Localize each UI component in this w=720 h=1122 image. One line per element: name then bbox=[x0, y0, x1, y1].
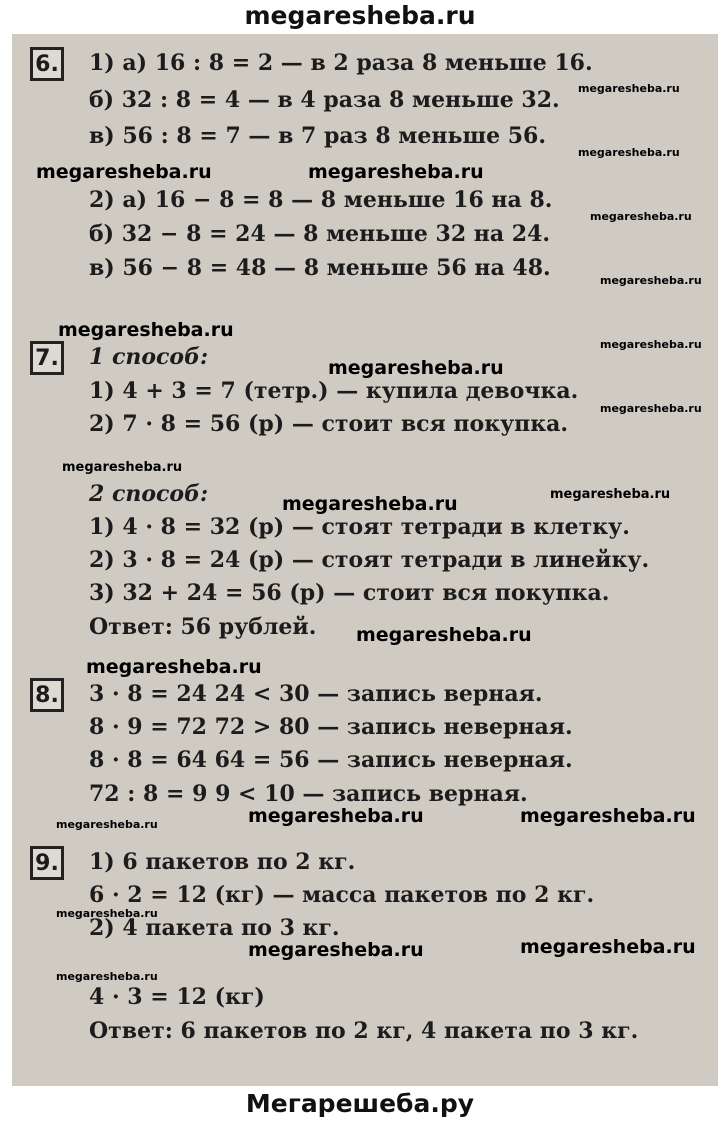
task-6-line-2: б) 32 : 8 = 4 — в 4 раза 8 меньше 32. bbox=[89, 87, 560, 113]
watermark: megaresheba.ru bbox=[600, 274, 702, 287]
watermark: megaresheba.ru bbox=[56, 970, 158, 983]
task-7-method-2-title: 2 способ: bbox=[89, 481, 209, 507]
watermark: megaresheba.ru bbox=[578, 82, 680, 95]
site-header[interactable]: megaresheba.ru bbox=[244, 1, 476, 30]
task-9-line-4: 4 · 3 = 12 (кг) bbox=[89, 984, 265, 1010]
task-9-answer: Ответ: 6 пакетов по 2 кг, 4 пакета по 3 кг. bbox=[89, 1018, 639, 1044]
watermark: megaresheba.ru bbox=[356, 624, 532, 646]
task-9-line-2: 6 · 2 = 12 (кг) — масса пакетов по 2 кг. bbox=[89, 882, 595, 908]
watermark: megaresheba.ru bbox=[308, 161, 484, 183]
task-7-line-3: 1) 4 · 8 = 32 (р) — стоят тетради в клетку. bbox=[89, 514, 630, 540]
task-7-line-1: 1) 4 + 3 = 7 (тетр.) — купила девочка. bbox=[89, 378, 579, 404]
task-6-line-6: в) 56 − 8 = 48 — 8 меньше 56 на 48. bbox=[89, 255, 551, 281]
textbook-page-scan bbox=[12, 34, 718, 1086]
task-8-line-4: 72 : 8 = 9 9 < 10 — запись верная. bbox=[89, 781, 528, 807]
task-6-line-4: 2) а) 16 − 8 = 8 — 8 меньше 16 на 8. bbox=[89, 187, 553, 213]
task-7-method-1-title: 1 способ: bbox=[89, 344, 209, 370]
watermark: megaresheba.ru bbox=[578, 146, 680, 159]
site-footer[interactable]: Мегарешеба.ру bbox=[245, 1089, 475, 1118]
watermark: megaresheba.ru bbox=[36, 161, 212, 183]
watermark: megaresheba.ru bbox=[248, 939, 424, 961]
watermark: megaresheba.ru bbox=[58, 319, 234, 341]
watermark: megaresheba.ru bbox=[248, 805, 424, 827]
task-7-line-2: 2) 7 · 8 = 56 (р) — стоит вся покупка. bbox=[89, 411, 569, 437]
task-7-line-5: 3) 32 + 24 = 56 (р) — стоит вся покупка. bbox=[89, 580, 610, 606]
task-8-line-1: 3 · 8 = 24 24 < 30 — запись верная. bbox=[89, 681, 543, 707]
task-6-number: 6. bbox=[30, 47, 64, 81]
task-7-line-4: 2) 3 · 8 = 24 (р) — стоят тетради в линейку. bbox=[89, 547, 650, 573]
watermark: megaresheba.ru bbox=[328, 357, 504, 379]
task-8-number: 8. bbox=[30, 678, 64, 712]
task-6-line-1: 1) а) 16 : 8 = 2 — в 2 раза 8 меньше 16. bbox=[89, 50, 593, 76]
task-7-answer: Ответ: 56 рублей. bbox=[89, 614, 317, 640]
task-8-line-3: 8 · 8 = 64 64 = 56 — запись неверная. bbox=[89, 747, 573, 773]
task-9-line-1: 1) 6 пакетов по 2 кг. bbox=[89, 849, 356, 875]
watermark: megaresheba.ru bbox=[550, 487, 671, 502]
watermark: megaresheba.ru bbox=[600, 402, 702, 415]
task-9-number: 9. bbox=[30, 846, 64, 880]
watermark: megaresheba.ru bbox=[520, 936, 696, 958]
watermark: megaresheba.ru bbox=[56, 818, 158, 831]
watermark: megaresheba.ru bbox=[590, 210, 692, 223]
task-7-number: 7. bbox=[30, 341, 64, 375]
task-8-line-2: 8 · 9 = 72 72 > 80 — запись неверная. bbox=[89, 714, 573, 740]
watermark: megaresheba.ru bbox=[282, 493, 458, 515]
watermark: megaresheba.ru bbox=[520, 805, 696, 827]
watermark: megaresheba.ru bbox=[62, 460, 183, 475]
watermark: megaresheba.ru bbox=[56, 907, 158, 920]
watermark: megaresheba.ru bbox=[600, 338, 702, 351]
task-6-line-3: в) 56 : 8 = 7 — в 7 раз 8 меньше 56. bbox=[89, 123, 547, 149]
task-6-line-5: б) 32 − 8 = 24 — 8 меньше 32 на 24. bbox=[89, 221, 551, 247]
task-9-line-3: 2) 4 пакета по 3 кг. bbox=[89, 915, 340, 941]
watermark: megaresheba.ru bbox=[86, 656, 262, 678]
